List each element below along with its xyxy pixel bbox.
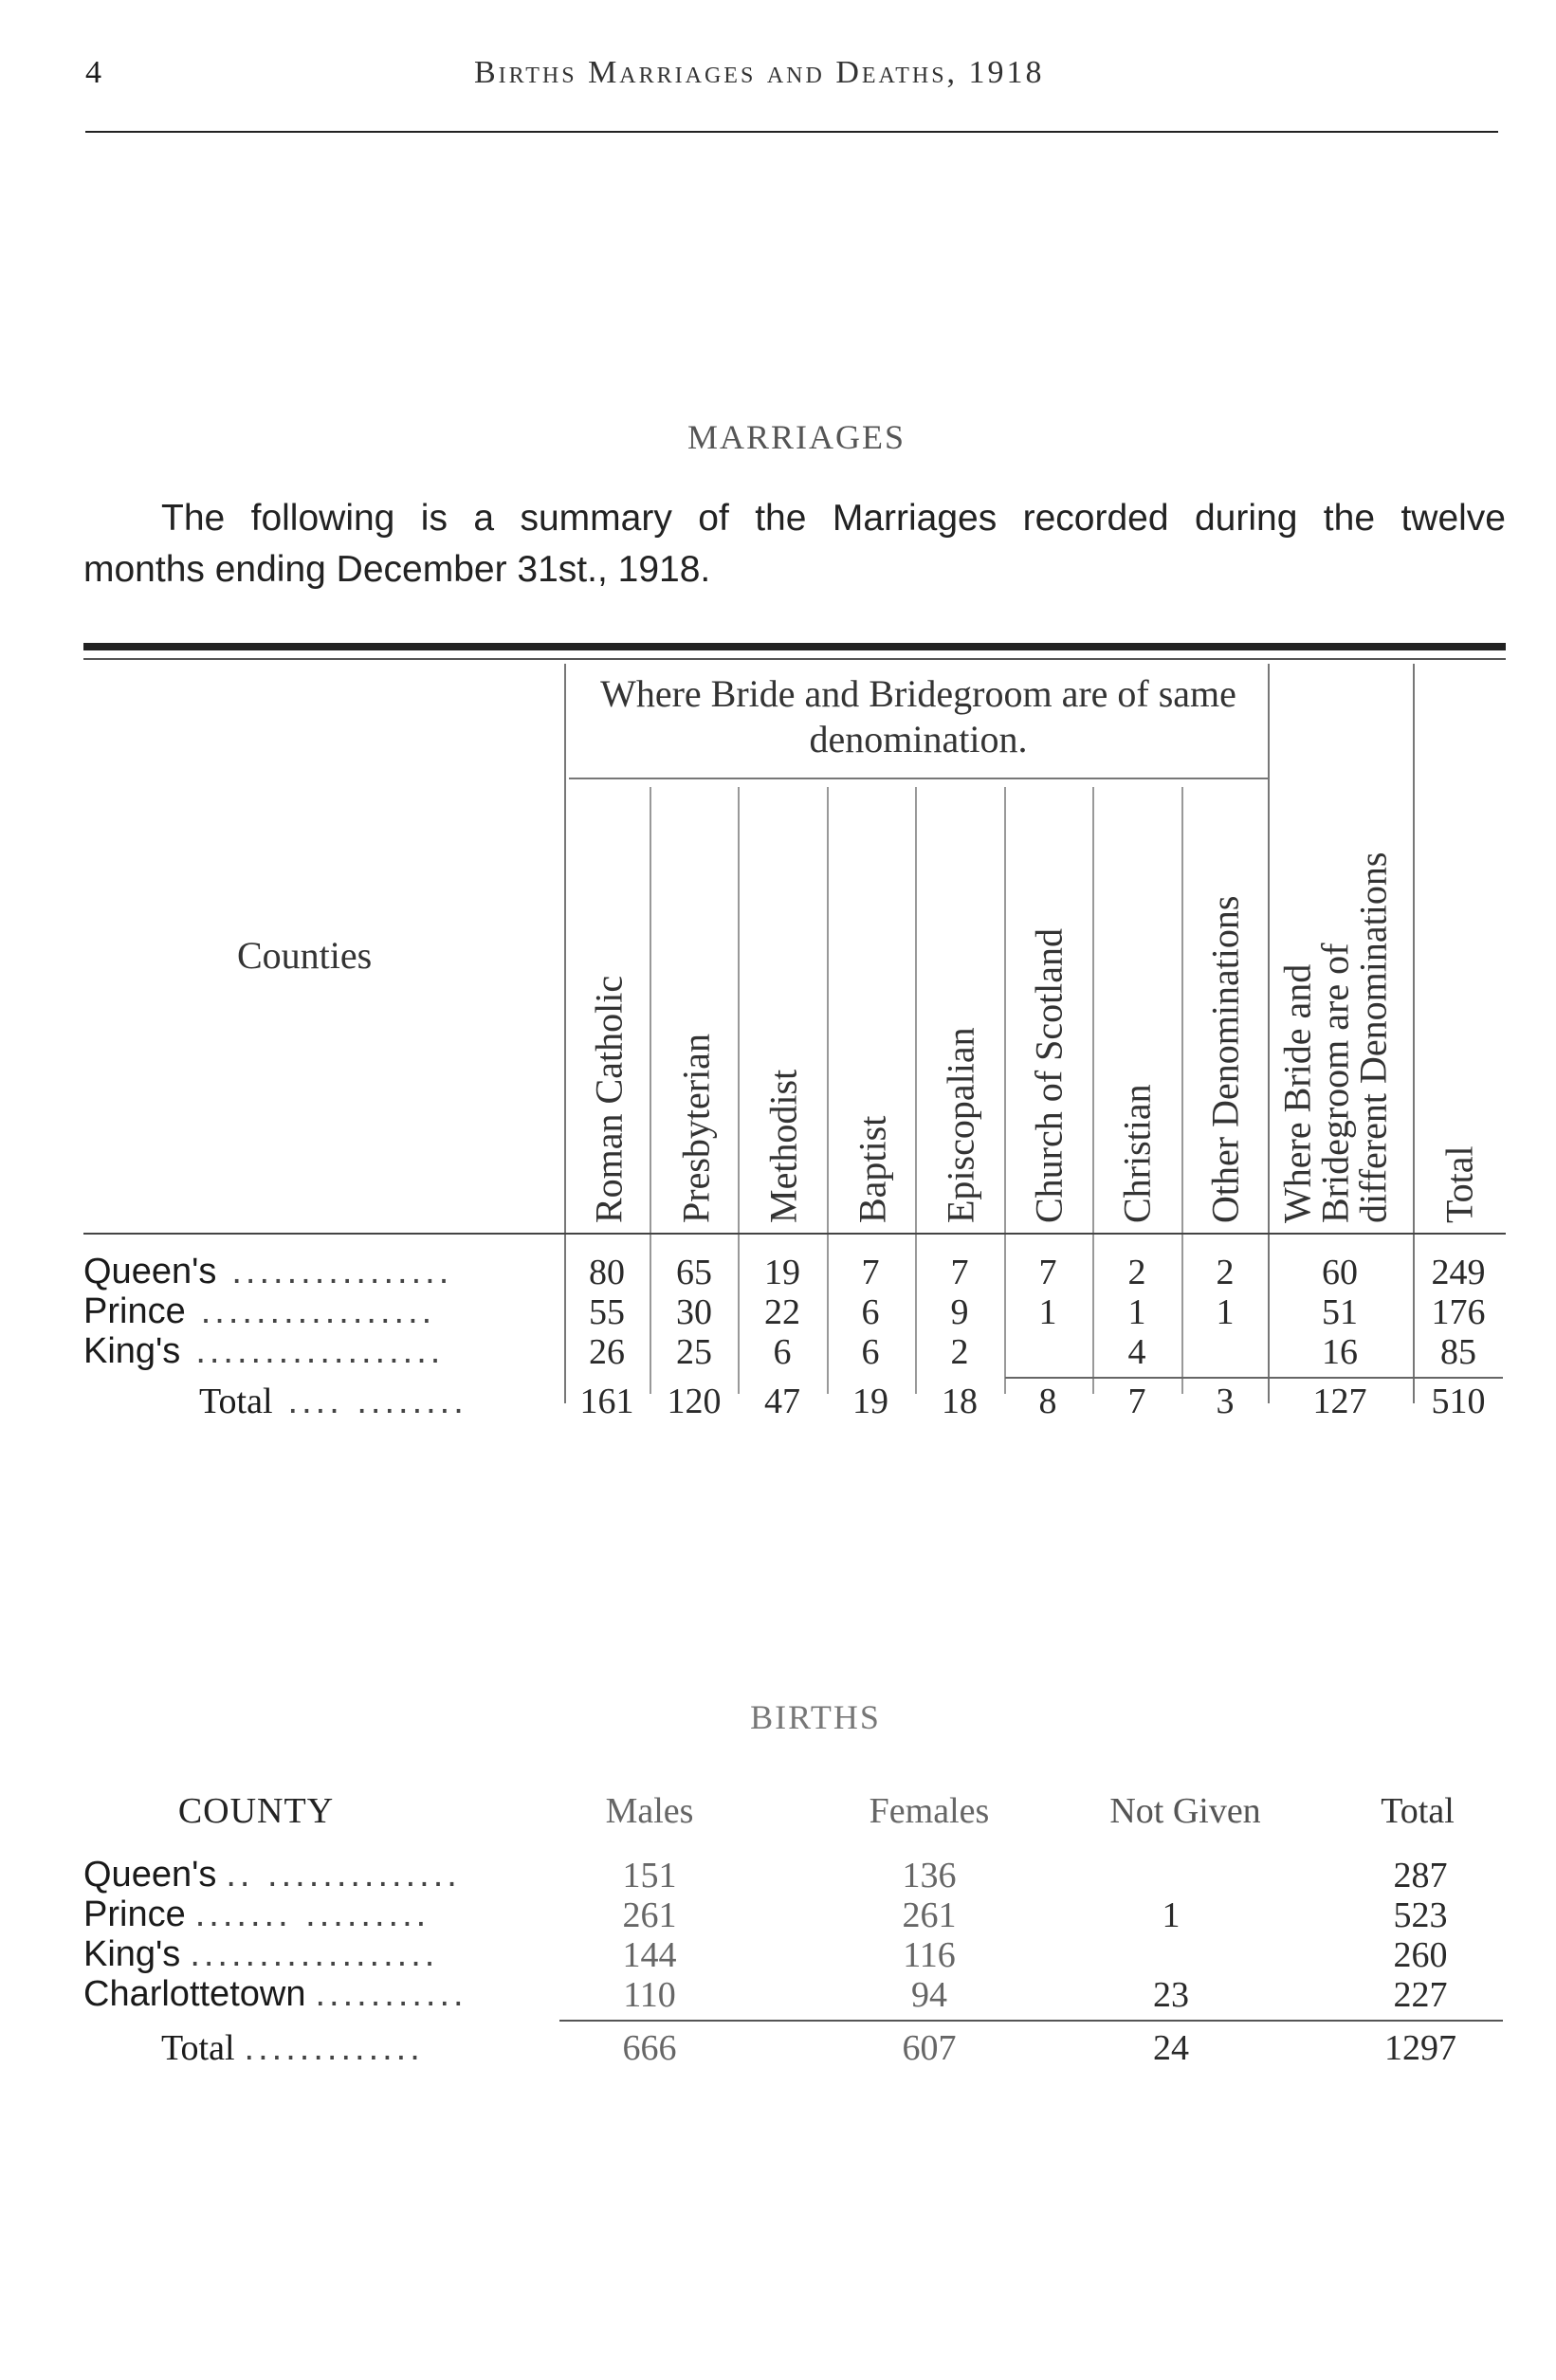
marriages-row-label (83, 1291, 435, 1332)
dot-leader: ................. (200, 1291, 436, 1331)
marriages-cell: 55 (589, 1292, 625, 1332)
births-cell: 110 (623, 1975, 676, 2015)
marriages-cell: 6 (773, 1332, 792, 1372)
county-name: Queen's (83, 1252, 217, 1291)
divider (1268, 664, 1270, 1403)
header-episcopalian: Episcopalian (939, 1027, 982, 1223)
marriages-cell: 30 (676, 1292, 712, 1332)
births-cell: 23 (1153, 1975, 1189, 2015)
births-row-label (83, 1855, 461, 1895)
births-cell: 607 (902, 2028, 957, 2068)
marriages-cell: 9 (950, 1292, 969, 1332)
births-header-not-given: Not Given (1109, 1791, 1261, 1831)
dot-leader: ............. (244, 2028, 424, 2068)
header-christian: Christian (1115, 1084, 1159, 1223)
births-cell: 24 (1153, 2028, 1189, 2068)
header-bottom-rule (83, 1233, 1506, 1235)
intro-line-1: The following is a summary of the Marriages recorded during the twelve (161, 498, 1506, 539)
running-header (85, 55, 1499, 102)
births-cell: 261 (622, 1895, 677, 1935)
marriages-cell: 22 (764, 1292, 800, 1332)
marriages-cell: 26 (589, 1332, 625, 1372)
births-total-rule (559, 2020, 1503, 2022)
marriages-cell: 6 (861, 1292, 880, 1332)
marriages-cell: 2 (1216, 1253, 1235, 1292)
marriages-intro (83, 493, 1506, 595)
divider (1413, 664, 1415, 1403)
marriages-title: MARRIAGES (686, 418, 906, 456)
marriages-row-label (83, 1252, 452, 1292)
births-cell: 287 (1393, 1856, 1448, 1895)
marriages-cell: 51 (1322, 1292, 1358, 1332)
births-total-label (161, 2027, 424, 2069)
header-methodist: Methodist (761, 1069, 805, 1223)
births-cell: 151 (622, 1856, 677, 1895)
page-number: 4 (85, 55, 103, 90)
marriages-cell: 127 (1312, 1382, 1367, 1421)
births-header-females: Females (869, 1791, 990, 1831)
marriages-cell: 2 (950, 1332, 969, 1372)
header-different-line-2: Bridegroom are of (1313, 943, 1356, 1223)
marriages-cell: 8 (1038, 1382, 1057, 1421)
header-total: Total (1437, 1145, 1481, 1223)
county-name: Prince (83, 1291, 186, 1331)
counties-header: Counties (237, 934, 373, 977)
county-name: Total (161, 2028, 235, 2068)
header-different-line-3: different Denominations (1351, 851, 1394, 1223)
marriages-cell: 4 (1127, 1332, 1146, 1372)
births-cell: 261 (902, 1895, 957, 1935)
marriages-cell: 25 (676, 1332, 712, 1372)
marriages-cell: 2 (1127, 1253, 1146, 1292)
births-cell: 136 (902, 1856, 957, 1895)
running-title: Births Marriages and Deaths, 1918 (474, 55, 1045, 90)
dot-leader: .................. (195, 1331, 445, 1371)
county-name: King's (83, 1331, 181, 1371)
marriages-cell: 65 (676, 1253, 712, 1292)
marriages-cell: 19 (764, 1253, 800, 1292)
header-other-denominations: Other Denominations (1203, 895, 1247, 1223)
marriages-cell: 1 (1038, 1292, 1057, 1332)
marriages-cell: 1 (1127, 1292, 1146, 1332)
marriages-cell: 16 (1322, 1332, 1358, 1372)
marriages-cell: 120 (667, 1382, 722, 1421)
marriages-cell: 85 (1440, 1332, 1476, 1372)
marriages-cell: 7 (1038, 1253, 1057, 1292)
header-rule (85, 131, 1498, 133)
births-row-label (83, 1934, 438, 1975)
header-church-of-scotland: Church of Scotland (1027, 927, 1071, 1223)
marriages-cell: 3 (1216, 1382, 1235, 1421)
marriages-cell: 176 (1431, 1292, 1486, 1332)
births-cell: 1 (1162, 1895, 1181, 1935)
county-name: Queen's (83, 1855, 217, 1895)
marriages-cell: 7 (950, 1253, 969, 1292)
header-roman-catholic: Roman Catholic (587, 975, 631, 1223)
county-name: Prince (83, 1895, 186, 1934)
marriages-cell: 6 (861, 1332, 880, 1372)
header-different-line-1: Where Bride and (1275, 963, 1318, 1223)
births-title: BIRTHS (750, 1698, 881, 1736)
marriages-cell: 60 (1322, 1253, 1358, 1292)
marriages-cell: 1 (1216, 1292, 1235, 1332)
header-baptist: Baptist (851, 1115, 894, 1223)
marriages-cell: 510 (1431, 1382, 1486, 1421)
marriages-total-rule (1005, 1377, 1503, 1379)
births-row-label (83, 1895, 430, 1935)
marriages-table-top-rule (83, 643, 1506, 650)
marriages-cell: 7 (861, 1253, 880, 1292)
marriages-cell: 161 (579, 1382, 634, 1421)
births-cell: 666 (622, 2028, 677, 2068)
group-header-rule (569, 778, 1268, 779)
same-denomination-header: Where Bride and Bridegroom are of same denomination. (600, 672, 1236, 760)
births-cell: 1297 (1384, 2028, 1456, 2068)
dot-leader: ........... (315, 1974, 467, 2014)
births-header-males: Males (605, 1791, 694, 1831)
marriages-cell: 80 (589, 1253, 625, 1292)
marriages-cell: 18 (942, 1382, 978, 1421)
births-cell: 144 (622, 1935, 677, 1975)
births-header-total: Total (1381, 1791, 1455, 1831)
header-presbyterian: Presbyterian (674, 1034, 718, 1223)
dot-leader: .................. (190, 1934, 439, 1974)
county-name: King's (83, 1934, 181, 1974)
marriages-cell: 249 (1431, 1253, 1486, 1292)
marriages-table-top-thin-rule (83, 658, 1506, 660)
births-header-county: COUNTY (177, 1791, 335, 1831)
births-cell: 260 (1393, 1935, 1448, 1975)
marriages-row-label (83, 1331, 444, 1372)
intro-line-2: months ending December 31st., 1918. (83, 549, 711, 590)
dot-leader: ....... ......... (194, 1895, 430, 1934)
dot-leader: ................ (231, 1252, 453, 1291)
marriages-cell: 47 (764, 1382, 800, 1421)
births-cell: 94 (911, 1975, 947, 2015)
dot-leader: .... ........ (287, 1382, 467, 1421)
births-row-label (83, 1974, 467, 2015)
marriages-cell: 7 (1127, 1382, 1146, 1421)
county-name: Total (199, 1382, 273, 1421)
county-name: Charlottetown (83, 1974, 306, 2014)
marriages-total-label (199, 1381, 467, 1422)
births-cell: 116 (903, 1935, 956, 1975)
marriages-cell: 19 (852, 1382, 888, 1421)
births-cell: 523 (1393, 1895, 1448, 1935)
births-cell: 227 (1393, 1975, 1448, 2015)
dot-leader: .. .............. (226, 1855, 461, 1895)
